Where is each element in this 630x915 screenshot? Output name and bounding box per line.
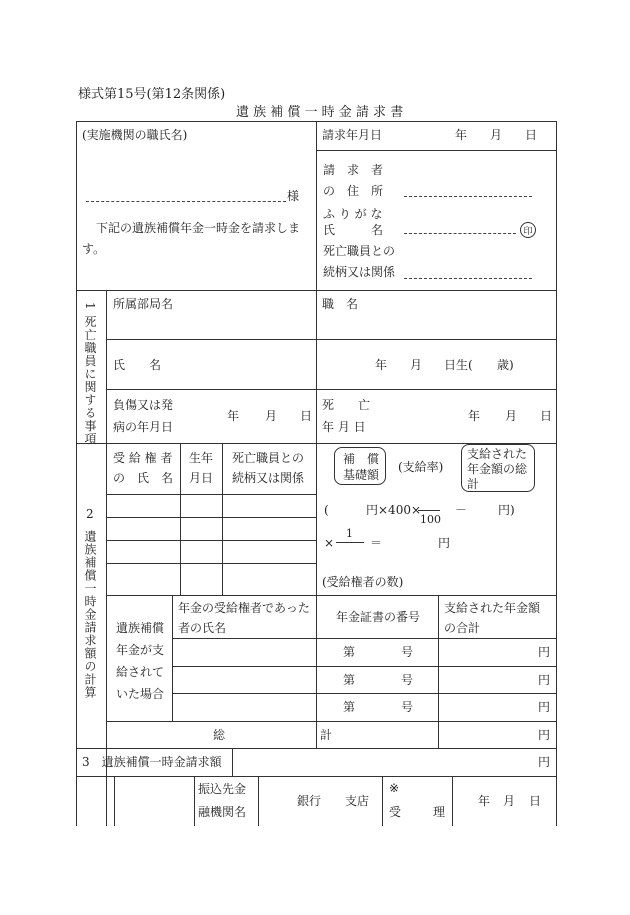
formula2-yen: 円 [438,536,451,550]
formula2-times: × [324,536,335,550]
col-birth-line2: 月日 [189,471,214,485]
formula-open: ( [324,503,329,517]
base-amount-line2: 基礎額 [343,468,380,482]
injury-label-line1: 負傷又は発 [113,398,174,412]
age-suffix: 歳) [497,358,514,372]
paid-row3-yen: 円 [538,700,551,714]
seal-mark: 印 [520,222,536,238]
section1-label: 1 死亡職員に関する事項 [83,302,97,446]
honorific: 様 [287,189,300,203]
branch-suffix: 支店 [345,794,370,808]
paid-row2-yen: 円 [538,673,551,687]
death-label-line2: 年 月 日 [322,420,366,434]
agency-label: (実施機関の職氏名) [82,128,188,142]
injury-month: 月 [265,409,278,423]
received-year: 年 [478,794,491,808]
relation-label-line1: 死亡職員との [323,244,396,258]
cert-row3-go: 号 [401,700,414,714]
name-label: 氏 名 [323,223,384,237]
death-label-line1: 死 亡 [322,398,371,412]
birth-suffix: 日生( [444,358,473,372]
furigana-label: ふ り が な [323,207,383,221]
office-use-mark: ※ [389,781,400,795]
recipient-count-label: (受給権者の数) [322,575,404,589]
total-label-1: 総 [213,728,226,742]
col-recipient-name-line1: 受 給 権 者 [113,451,173,465]
pension-case-line3: 給されて [116,665,165,679]
dept-label: 所属部局名 [113,297,174,311]
claim-date-year: 年 [455,128,468,142]
col-relation-line2: 続柄又は関係 [232,471,305,485]
total-yen: 円 [538,728,551,742]
section3-label: 3 遺族補償一時金請求額 [82,755,222,769]
pension-case-line2: 年金が支 [116,643,165,657]
col-recipient-name-line2: の 氏 名 [113,471,174,485]
cert-row1-dai: 第 [343,645,356,659]
post-label: 職 名 [322,297,359,311]
claimant-label-line1: 請 求 者 [323,163,384,177]
cert-row1-go: 号 [401,645,414,659]
bank-suffix: 銀行 [297,794,322,808]
claim-date-month: 月 [490,128,503,142]
paid-sum-header-line1: 支給された年金額 [444,601,541,615]
claim-date-day: 日 [525,128,538,142]
received-label-1: 受 [389,805,402,819]
formula2-equals: ＝ [370,536,383,550]
injury-day: 日 [300,409,313,423]
claim-date-label: 請求年月日 [322,128,383,142]
rate-label: (支給率) [398,460,444,474]
formula2-numerator: 1 [346,527,353,540]
bank-label-line1: 振込先金 [198,782,247,796]
pension-case-line1: 遺族補償 [116,621,165,635]
col-relation-line1: 死亡職員との [232,451,305,465]
death-year: 年 [468,409,481,423]
formula-close: 円) [498,503,515,517]
injury-label-line2: 病の年月日 [113,420,174,434]
received-day: 日 [529,794,542,808]
cert-number-header: 年金証書の番号 [336,610,421,624]
prior-holder-line1: 年金の受給権者であった [178,601,310,615]
cert-row2-dai: 第 [343,673,356,687]
paid-sum-header-line2: の合計 [444,621,481,635]
pension-case-line4: いた場合 [116,687,165,701]
paid-row1-yen: 円 [538,645,551,659]
relation-label-line2: 続柄又は関係 [323,265,396,279]
prior-holder-line2: 者の氏名 [178,621,227,635]
fraction-bar-100 [418,510,440,511]
birth-month: 月 [410,358,423,372]
deceased-name-label: 氏 名 [113,358,162,372]
col-birth-line1: 生年 [189,451,214,465]
fraction-bar-1 [336,542,364,543]
paid-total-line1: 支給された [467,447,528,461]
section3-yen: 円 [538,755,551,769]
paid-total-line3: 計 [467,477,480,491]
paid-total-line2: 年金額の総 [467,462,528,476]
request-text-line1: 下記の遺族補償年金一時金を請求しま [96,221,301,235]
received-month: 月 [503,794,516,808]
received-label-2: 理 [433,805,446,819]
section2-label: 遺族補償一時金請求額の計算 [83,530,97,699]
death-day: 日 [540,409,553,423]
total-label-2: 計 [320,728,333,742]
formula-minus: － [455,503,468,517]
formula-denominator: 100 [420,513,441,526]
birth-year: 年 [375,358,388,372]
base-amount-line1: 補 償 [343,452,380,466]
claimant-label-line2: の 住 所 [323,184,384,198]
death-month: 月 [505,409,518,423]
formula-mid: 円×400× [366,503,422,517]
cert-row3-dai: 第 [343,700,356,714]
cert-row2-go: 号 [401,673,414,687]
form-title: 遺 族 補 償 一 時 金 請 求 書 [236,105,404,120]
form-number: 様式第15号(第12条関係) [78,87,226,102]
section2-number: 2 [86,507,94,521]
request-text-line2: す。 [82,242,106,256]
bank-label-line2: 融機関名 [198,805,247,819]
injury-year: 年 [227,409,240,423]
